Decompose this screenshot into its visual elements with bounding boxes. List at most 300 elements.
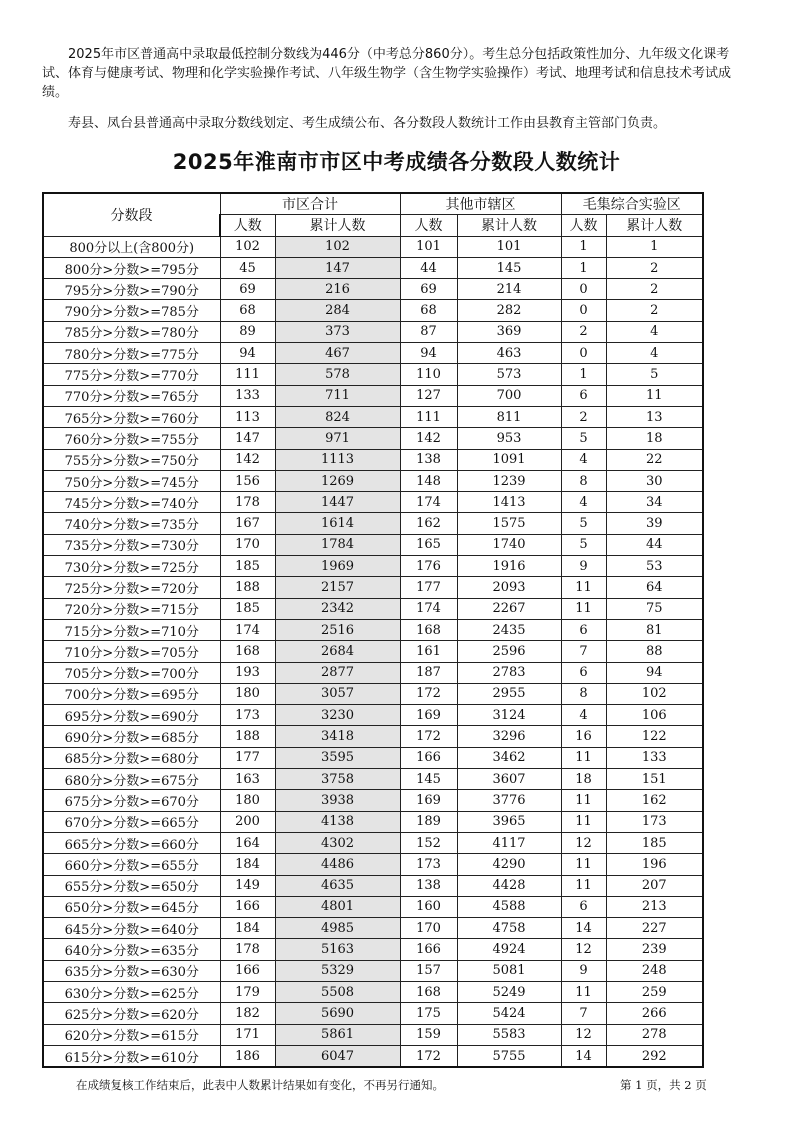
maoji-cumulative-cell: 151 bbox=[606, 769, 703, 790]
city-count-cell: 102 bbox=[220, 236, 275, 257]
maoji-cumulative-cell: 64 bbox=[606, 577, 703, 598]
score-band-cell: 650分>分数>=645分 bbox=[43, 896, 220, 917]
subheader-cumulative: 累计人数 bbox=[457, 215, 561, 236]
score-band-cell: 660分>分数>=655分 bbox=[43, 854, 220, 875]
city-count-cell: 156 bbox=[220, 470, 275, 491]
maoji-cumulative-cell: 13 bbox=[606, 406, 703, 427]
other-count-cell: 87 bbox=[400, 321, 457, 342]
other-cumulative-cell: 2596 bbox=[457, 641, 561, 662]
city-cumulative-cell: 2877 bbox=[275, 662, 400, 683]
score-band-cell: 725分>分数>=720分 bbox=[43, 577, 220, 598]
maoji-count-cell: 7 bbox=[561, 1003, 606, 1024]
city-cumulative-cell: 3057 bbox=[275, 683, 400, 704]
maoji-count-cell: 0 bbox=[561, 279, 606, 300]
table-row bbox=[43, 769, 703, 790]
maoji-cumulative-cell: 102 bbox=[606, 683, 703, 704]
maoji-count-cell: 2 bbox=[561, 321, 606, 342]
score-band-cell: 800分>分数>=795分 bbox=[43, 257, 220, 278]
intro-paragraph-2: 寿县、凤台县普通高中录取分数线划定、考生成绩公布、各分数段人数统计工作由县教育主管部门负责。 bbox=[68, 116, 667, 131]
other-cumulative-cell: 1575 bbox=[457, 513, 561, 534]
other-count-cell: 187 bbox=[400, 662, 457, 683]
score-band-cell: 670分>分数>=665分 bbox=[43, 811, 220, 832]
maoji-cumulative-cell: 266 bbox=[606, 1003, 703, 1024]
city-cumulative-cell: 711 bbox=[275, 385, 400, 406]
city-cumulative-cell: 2157 bbox=[275, 577, 400, 598]
other-cumulative-cell: 2267 bbox=[457, 598, 561, 619]
city-count-cell: 166 bbox=[220, 960, 275, 981]
city-cumulative-cell: 5861 bbox=[275, 1024, 400, 1045]
page-title: 2025年淮南市市区中考成绩各分数段人数统计 bbox=[172, 150, 621, 174]
table-row bbox=[43, 1024, 703, 1045]
maoji-count-cell: 5 bbox=[561, 534, 606, 555]
other-count-cell: 173 bbox=[400, 854, 457, 875]
city-count-cell: 69 bbox=[220, 279, 275, 300]
maoji-cumulative-cell: 88 bbox=[606, 641, 703, 662]
city-cumulative-cell: 3595 bbox=[275, 747, 400, 768]
table-row bbox=[43, 534, 703, 555]
city-count-cell: 111 bbox=[220, 364, 275, 385]
city-count-cell: 94 bbox=[220, 343, 275, 364]
other-cumulative-cell: 145 bbox=[457, 257, 561, 278]
score-band-cell: 710分>分数>=705分 bbox=[43, 641, 220, 662]
city-count-cell: 177 bbox=[220, 747, 275, 768]
city-cumulative-cell: 373 bbox=[275, 321, 400, 342]
score-band-cell: 675分>分数>=670分 bbox=[43, 790, 220, 811]
maoji-cumulative-cell: 122 bbox=[606, 726, 703, 747]
other-cumulative-cell: 2783 bbox=[457, 662, 561, 683]
table-row bbox=[43, 470, 703, 491]
other-count-cell: 168 bbox=[400, 981, 457, 1002]
other-count-cell: 68 bbox=[400, 300, 457, 321]
city-count-cell: 89 bbox=[220, 321, 275, 342]
score-band-cell: 785分>分数>=780分 bbox=[43, 321, 220, 342]
maoji-cumulative-cell: 207 bbox=[606, 875, 703, 896]
maoji-count-cell: 8 bbox=[561, 683, 606, 704]
city-cumulative-cell: 3938 bbox=[275, 790, 400, 811]
score-band-cell: 680分>分数>=675分 bbox=[43, 769, 220, 790]
other-cumulative-cell: 5755 bbox=[457, 1045, 561, 1067]
maoji-cumulative-cell: 94 bbox=[606, 662, 703, 683]
city-cumulative-cell: 147 bbox=[275, 257, 400, 278]
maoji-count-cell: 2 bbox=[561, 406, 606, 427]
score-band-cell: 760分>分数>=755分 bbox=[43, 428, 220, 449]
maoji-cumulative-cell: 2 bbox=[606, 300, 703, 321]
score-band-cell: 665分>分数>=660分 bbox=[43, 832, 220, 853]
table-row bbox=[43, 811, 703, 832]
maoji-count-cell: 6 bbox=[561, 619, 606, 640]
maoji-cumulative-cell: 185 bbox=[606, 832, 703, 853]
maoji-cumulative-cell: 18 bbox=[606, 428, 703, 449]
maoji-cumulative-cell: 44 bbox=[606, 534, 703, 555]
city-cumulative-cell: 2684 bbox=[275, 641, 400, 662]
other-cumulative-cell: 811 bbox=[457, 406, 561, 427]
other-count-cell: 157 bbox=[400, 960, 457, 981]
maoji-cumulative-cell: 292 bbox=[606, 1045, 703, 1067]
table-row bbox=[43, 981, 703, 1002]
maoji-cumulative-cell: 2 bbox=[606, 279, 703, 300]
maoji-count-cell: 14 bbox=[561, 1045, 606, 1067]
other-cumulative-cell: 2093 bbox=[457, 577, 561, 598]
city-cumulative-cell: 1969 bbox=[275, 556, 400, 577]
city-count-cell: 200 bbox=[220, 811, 275, 832]
other-cumulative-cell: 5249 bbox=[457, 981, 561, 1002]
table-row bbox=[43, 832, 703, 853]
maoji-cumulative-cell: 81 bbox=[606, 619, 703, 640]
table-row bbox=[43, 598, 703, 619]
maoji-count-cell: 1 bbox=[561, 236, 606, 257]
city-count-cell: 180 bbox=[220, 790, 275, 811]
table-row bbox=[43, 960, 703, 981]
maoji-cumulative-cell: 213 bbox=[606, 896, 703, 917]
city-cumulative-cell: 4985 bbox=[275, 918, 400, 939]
score-band-cell: 635分>分数>=630分 bbox=[43, 960, 220, 981]
table-row bbox=[43, 300, 703, 321]
score-band-cell: 620分>分数>=615分 bbox=[43, 1024, 220, 1045]
score-band-cell: 745分>分数>=740分 bbox=[43, 492, 220, 513]
maoji-cumulative-cell: 4 bbox=[606, 343, 703, 364]
maoji-count-cell: 5 bbox=[561, 428, 606, 449]
other-count-cell: 176 bbox=[400, 556, 457, 577]
score-band-cell: 645分>分数>=640分 bbox=[43, 918, 220, 939]
city-cumulative-cell: 1614 bbox=[275, 513, 400, 534]
maoji-count-cell: 12 bbox=[561, 832, 606, 853]
maoji-count-cell: 0 bbox=[561, 343, 606, 364]
score-band-cell: 800分以上(含800分) bbox=[43, 236, 220, 257]
other-cumulative-cell: 1413 bbox=[457, 492, 561, 513]
score-band-cell: 775分>分数>=770分 bbox=[43, 364, 220, 385]
score-band-cell: 780分>分数>=775分 bbox=[43, 343, 220, 364]
other-count-cell: 166 bbox=[400, 747, 457, 768]
footer-note: 在成绩复核工作结束后，此表中人数累计结果如有变化，不再另行通知。 bbox=[76, 1078, 444, 1092]
city-cumulative-cell: 4486 bbox=[275, 854, 400, 875]
other-cumulative-cell: 1239 bbox=[457, 470, 561, 491]
city-cumulative-cell: 1269 bbox=[275, 470, 400, 491]
table-row bbox=[43, 918, 703, 939]
table-row bbox=[43, 683, 703, 704]
city-cumulative-cell: 1784 bbox=[275, 534, 400, 555]
table-row bbox=[43, 641, 703, 662]
city-cumulative-cell: 5329 bbox=[275, 960, 400, 981]
other-count-cell: 170 bbox=[400, 918, 457, 939]
other-count-cell: 138 bbox=[400, 449, 457, 470]
score-band-cell: 750分>分数>=745分 bbox=[43, 470, 220, 491]
maoji-cumulative-cell: 34 bbox=[606, 492, 703, 513]
other-cumulative-cell: 463 bbox=[457, 343, 561, 364]
table-row bbox=[43, 343, 703, 364]
score-band-cell: 705分>分数>=700分 bbox=[43, 662, 220, 683]
city-cumulative-cell: 578 bbox=[275, 364, 400, 385]
score-band-cell: 740分>分数>=735分 bbox=[43, 513, 220, 534]
maoji-count-cell: 11 bbox=[561, 875, 606, 896]
city-cumulative-cell: 467 bbox=[275, 343, 400, 364]
other-cumulative-cell: 573 bbox=[457, 364, 561, 385]
city-cumulative-cell: 5690 bbox=[275, 1003, 400, 1024]
city-count-cell: 149 bbox=[220, 875, 275, 896]
maoji-count-cell: 9 bbox=[561, 960, 606, 981]
score-band-cell: 640分>分数>=635分 bbox=[43, 939, 220, 960]
city-cumulative-cell: 4801 bbox=[275, 896, 400, 917]
table-row bbox=[43, 257, 703, 278]
maoji-count-cell: 9 bbox=[561, 556, 606, 577]
table-row bbox=[43, 449, 703, 470]
city-cumulative-cell: 971 bbox=[275, 428, 400, 449]
maoji-count-cell: 11 bbox=[561, 981, 606, 1002]
table-row bbox=[43, 1045, 703, 1067]
table-row bbox=[43, 1003, 703, 1024]
maoji-count-cell: 0 bbox=[561, 300, 606, 321]
maoji-count-cell: 16 bbox=[561, 726, 606, 747]
other-cumulative-cell: 2435 bbox=[457, 619, 561, 640]
maoji-cumulative-cell: 11 bbox=[606, 385, 703, 406]
maoji-count-cell: 11 bbox=[561, 811, 606, 832]
maoji-cumulative-cell: 239 bbox=[606, 939, 703, 960]
table-row bbox=[43, 385, 703, 406]
maoji-count-cell: 14 bbox=[561, 918, 606, 939]
score-band-cell: 765分>分数>=760分 bbox=[43, 406, 220, 427]
city-count-cell: 68 bbox=[220, 300, 275, 321]
maoji-count-cell: 7 bbox=[561, 641, 606, 662]
city-cumulative-cell: 216 bbox=[275, 279, 400, 300]
other-count-cell: 148 bbox=[400, 470, 457, 491]
subheader-cumulative: 累计人数 bbox=[275, 215, 400, 236]
other-cumulative-cell: 4117 bbox=[457, 832, 561, 853]
table-row bbox=[43, 619, 703, 640]
maoji-count-cell: 11 bbox=[561, 598, 606, 619]
subheader-count: 人数 bbox=[220, 215, 275, 236]
score-band-cell: 730分>分数>=725分 bbox=[43, 556, 220, 577]
other-count-cell: 142 bbox=[400, 428, 457, 449]
other-cumulative-cell: 282 bbox=[457, 300, 561, 321]
other-cumulative-cell: 1740 bbox=[457, 534, 561, 555]
maoji-count-cell: 6 bbox=[561, 896, 606, 917]
other-count-cell: 169 bbox=[400, 705, 457, 726]
city-cumulative-cell: 6047 bbox=[275, 1045, 400, 1067]
other-count-cell: 161 bbox=[400, 641, 457, 662]
score-band-cell: 720分>分数>=715分 bbox=[43, 598, 220, 619]
table-row bbox=[43, 321, 703, 342]
table-row bbox=[43, 556, 703, 577]
maoji-cumulative-cell: 39 bbox=[606, 513, 703, 534]
other-cumulative-cell: 4428 bbox=[457, 875, 561, 896]
maoji-cumulative-cell: 4 bbox=[606, 321, 703, 342]
table-row bbox=[43, 513, 703, 534]
other-cumulative-cell: 4290 bbox=[457, 854, 561, 875]
other-count-cell: 69 bbox=[400, 279, 457, 300]
maoji-cumulative-cell: 248 bbox=[606, 960, 703, 981]
other-cumulative-cell: 4588 bbox=[457, 896, 561, 917]
other-cumulative-cell: 953 bbox=[457, 428, 561, 449]
intro-paragraph-1: 2025年市区普通高中录取最低控制分数线为446分（中考总分860分）。考生总分包括政策性加分、九年级文化课考试、体育与健康考试、物理和化学实验操作考试、八年级生物学（含生物学实验操作）考试、地理考试和信息技术考试成绩。 bbox=[42, 47, 732, 100]
maoji-count-cell: 6 bbox=[561, 662, 606, 683]
maoji-cumulative-cell: 227 bbox=[606, 918, 703, 939]
other-cumulative-cell: 214 bbox=[457, 279, 561, 300]
city-count-cell: 182 bbox=[220, 1003, 275, 1024]
other-cumulative-cell: 101 bbox=[457, 236, 561, 257]
city-count-cell: 168 bbox=[220, 641, 275, 662]
maoji-cumulative-cell: 196 bbox=[606, 854, 703, 875]
other-count-cell: 159 bbox=[400, 1024, 457, 1045]
score-band-cell: 625分>分数>=620分 bbox=[43, 1003, 220, 1024]
table-row bbox=[43, 790, 703, 811]
other-cumulative-cell: 1091 bbox=[457, 449, 561, 470]
maoji-count-cell: 8 bbox=[561, 470, 606, 491]
other-count-cell: 127 bbox=[400, 385, 457, 406]
maoji-count-cell: 11 bbox=[561, 790, 606, 811]
table-row bbox=[43, 705, 703, 726]
city-count-cell: 186 bbox=[220, 1045, 275, 1067]
city-cumulative-cell: 3418 bbox=[275, 726, 400, 747]
city-cumulative-cell: 102 bbox=[275, 236, 400, 257]
score-band-cell: 685分>分数>=680分 bbox=[43, 747, 220, 768]
other-cumulative-cell: 3607 bbox=[457, 769, 561, 790]
other-cumulative-cell: 5583 bbox=[457, 1024, 561, 1045]
score-band-cell: 700分>分数>=695分 bbox=[43, 683, 220, 704]
city-cumulative-cell: 3230 bbox=[275, 705, 400, 726]
table-row bbox=[43, 406, 703, 427]
table-row bbox=[43, 236, 703, 257]
other-count-cell: 189 bbox=[400, 811, 457, 832]
other-count-cell: 111 bbox=[400, 406, 457, 427]
maoji-count-cell: 11 bbox=[561, 577, 606, 598]
table-row bbox=[43, 726, 703, 747]
maoji-count-cell: 1 bbox=[561, 364, 606, 385]
other-count-cell: 172 bbox=[400, 726, 457, 747]
other-count-cell: 152 bbox=[400, 832, 457, 853]
score-band-cell: 615分>分数>=610分 bbox=[43, 1045, 220, 1067]
other-cumulative-cell: 3462 bbox=[457, 747, 561, 768]
subheader-count: 人数 bbox=[561, 215, 606, 236]
score-band-cell: 790分>分数>=785分 bbox=[43, 300, 220, 321]
maoji-count-cell: 5 bbox=[561, 513, 606, 534]
group-header-maoji: 毛集综合实验区 bbox=[561, 193, 703, 215]
other-count-cell: 145 bbox=[400, 769, 457, 790]
city-cumulative-cell: 4635 bbox=[275, 875, 400, 896]
city-cumulative-cell: 3758 bbox=[275, 769, 400, 790]
other-count-cell: 174 bbox=[400, 598, 457, 619]
city-cumulative-cell: 4138 bbox=[275, 811, 400, 832]
other-cumulative-cell: 1916 bbox=[457, 556, 561, 577]
city-count-cell: 166 bbox=[220, 896, 275, 917]
city-count-cell: 185 bbox=[220, 556, 275, 577]
city-count-cell: 188 bbox=[220, 726, 275, 747]
score-band-cell: 630分>分数>=625分 bbox=[43, 981, 220, 1002]
other-count-cell: 172 bbox=[400, 1045, 457, 1067]
other-count-cell: 174 bbox=[400, 492, 457, 513]
table-row bbox=[43, 577, 703, 598]
other-count-cell: 168 bbox=[400, 619, 457, 640]
table-row bbox=[43, 492, 703, 513]
other-count-cell: 101 bbox=[400, 236, 457, 257]
city-cumulative-cell: 5508 bbox=[275, 981, 400, 1002]
city-count-cell: 185 bbox=[220, 598, 275, 619]
city-cumulative-cell: 4302 bbox=[275, 832, 400, 853]
city-count-cell: 142 bbox=[220, 449, 275, 470]
maoji-cumulative-cell: 22 bbox=[606, 449, 703, 470]
maoji-count-cell: 18 bbox=[561, 769, 606, 790]
other-count-cell: 166 bbox=[400, 939, 457, 960]
city-count-cell: 184 bbox=[220, 918, 275, 939]
score-band-cell: 770分>分数>=765分 bbox=[43, 385, 220, 406]
other-count-cell: 110 bbox=[400, 364, 457, 385]
maoji-cumulative-cell: 106 bbox=[606, 705, 703, 726]
maoji-cumulative-cell: 5 bbox=[606, 364, 703, 385]
score-band-cell: 755分>分数>=750分 bbox=[43, 449, 220, 470]
group-header-city-total: 市区合计 bbox=[220, 193, 400, 215]
city-cumulative-cell: 1447 bbox=[275, 492, 400, 513]
other-count-cell: 175 bbox=[400, 1003, 457, 1024]
table-row bbox=[43, 662, 703, 683]
city-count-cell: 170 bbox=[220, 534, 275, 555]
other-cumulative-cell: 5081 bbox=[457, 960, 561, 981]
city-count-cell: 193 bbox=[220, 662, 275, 683]
other-cumulative-cell: 3124 bbox=[457, 705, 561, 726]
table-row bbox=[43, 428, 703, 449]
city-count-cell: 167 bbox=[220, 513, 275, 534]
maoji-count-cell: 6 bbox=[561, 385, 606, 406]
other-count-cell: 44 bbox=[400, 257, 457, 278]
maoji-cumulative-cell: 75 bbox=[606, 598, 703, 619]
city-count-cell: 178 bbox=[220, 492, 275, 513]
other-cumulative-cell: 3296 bbox=[457, 726, 561, 747]
table-body bbox=[43, 236, 703, 1067]
page-number: 第 1 页，共 2 页 bbox=[620, 1078, 707, 1092]
city-count-cell: 188 bbox=[220, 577, 275, 598]
score-band-cell: 690分>分数>=685分 bbox=[43, 726, 220, 747]
table-row bbox=[43, 364, 703, 385]
city-count-cell: 133 bbox=[220, 385, 275, 406]
city-count-cell: 184 bbox=[220, 854, 275, 875]
city-count-cell: 178 bbox=[220, 939, 275, 960]
other-count-cell: 160 bbox=[400, 896, 457, 917]
maoji-cumulative-cell: 173 bbox=[606, 811, 703, 832]
score-band-cell: 795分>分数>=790分 bbox=[43, 279, 220, 300]
other-cumulative-cell: 2955 bbox=[457, 683, 561, 704]
score-band-header: 分数段 bbox=[43, 193, 220, 236]
other-cumulative-cell: 700 bbox=[457, 385, 561, 406]
other-count-cell: 172 bbox=[400, 683, 457, 704]
city-count-cell: 164 bbox=[220, 832, 275, 853]
maoji-count-cell: 12 bbox=[561, 939, 606, 960]
maoji-cumulative-cell: 1 bbox=[606, 236, 703, 257]
subheader-cumulative: 累计人数 bbox=[606, 215, 703, 236]
maoji-cumulative-cell: 53 bbox=[606, 556, 703, 577]
other-cumulative-cell: 4924 bbox=[457, 939, 561, 960]
score-band-cell: 715分>分数>=710分 bbox=[43, 619, 220, 640]
table-header-row-1 bbox=[43, 193, 703, 215]
table-row bbox=[43, 939, 703, 960]
city-cumulative-cell: 1113 bbox=[275, 449, 400, 470]
maoji-cumulative-cell: 30 bbox=[606, 470, 703, 491]
maoji-cumulative-cell: 162 bbox=[606, 790, 703, 811]
maoji-count-cell: 4 bbox=[561, 492, 606, 513]
maoji-count-cell: 4 bbox=[561, 705, 606, 726]
maoji-count-cell: 12 bbox=[561, 1024, 606, 1045]
city-count-cell: 179 bbox=[220, 981, 275, 1002]
city-cumulative-cell: 2342 bbox=[275, 598, 400, 619]
subheader-count: 人数 bbox=[400, 215, 457, 236]
maoji-cumulative-cell: 259 bbox=[606, 981, 703, 1002]
other-count-cell: 165 bbox=[400, 534, 457, 555]
other-count-cell: 94 bbox=[400, 343, 457, 364]
maoji-count-cell: 4 bbox=[561, 449, 606, 470]
city-count-cell: 113 bbox=[220, 406, 275, 427]
other-cumulative-cell: 369 bbox=[457, 321, 561, 342]
other-count-cell: 169 bbox=[400, 790, 457, 811]
score-band-cell: 655分>分数>=650分 bbox=[43, 875, 220, 896]
score-band-cell: 735分>分数>=730分 bbox=[43, 534, 220, 555]
city-count-cell: 174 bbox=[220, 619, 275, 640]
city-count-cell: 173 bbox=[220, 705, 275, 726]
